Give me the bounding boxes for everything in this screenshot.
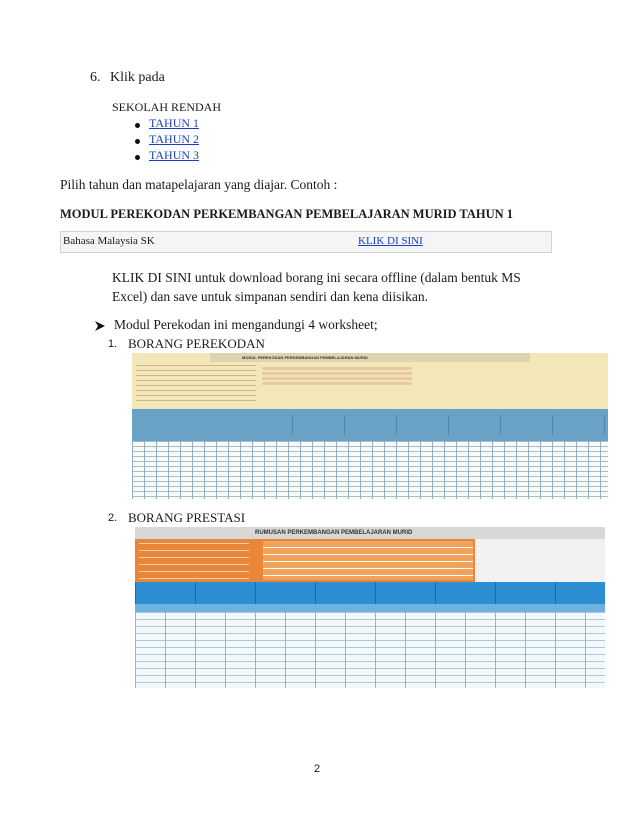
instruction-text: Pilih tahun dan matapelajaran yang diajar. Contoh : — [60, 177, 338, 192]
borang-perekodan-screenshot — [132, 353, 608, 499]
link-tahun-3[interactable]: TAHUN 3 — [149, 148, 200, 162]
school-heading: SEKOLAH RENDAH — [112, 100, 221, 114]
sheet-title: MODUL PEREKODAN PERKEMBANGAN PEMBELAJARAN MURID — [242, 355, 368, 360]
download-note-line-2: Excel) dan save untuk simpanan sendiri dan kena diisikan. — [112, 289, 429, 304]
worksheets-intro: Modul Perekodan ini mengandungi 4 worksheet; — [114, 317, 378, 332]
sheet-title: RUMUSAN PERKEMBANGAN PEMBELAJARAN MURID — [255, 530, 413, 536]
sheet-form-labels — [139, 543, 249, 579]
sheet-info-field — [262, 367, 412, 387]
example-table — [60, 231, 552, 253]
subject-cell: Bahasa Malaysia SK — [63, 235, 155, 247]
worksheet-2-label: BORANG PRESTASI — [128, 510, 246, 525]
module-title: MODUL PEREKODAN PERKEMBANGAN PEMBELAJARAN MURID TAHUN 1 — [60, 207, 514, 221]
step-label: Klik pada — [110, 70, 165, 85]
worksheet-2-number: 2. — [108, 512, 118, 524]
borang-prestasi-screenshot — [135, 527, 605, 688]
bullet-icon — [135, 139, 140, 144]
link-tahun-1[interactable]: TAHUN 1 — [149, 116, 200, 130]
sheet-header-cols — [292, 415, 608, 435]
sheet-subheader — [135, 604, 605, 612]
step-number: 6. — [90, 70, 101, 85]
bullet-icon — [135, 123, 140, 128]
sheet-rows — [135, 612, 605, 688]
klik-di-sini-link[interactable]: KLIK DI SINI — [358, 235, 423, 247]
page-number: 2 — [314, 763, 321, 775]
worksheet-1-label: BORANG PEREKODAN — [128, 336, 265, 351]
arrow-bullet-icon — [94, 320, 106, 332]
download-note-line-1: KLIK DI SINI untuk download borang ini secara offline (dalam bentuk MS — [112, 270, 521, 285]
worksheet-1-number: 1. — [108, 338, 118, 350]
sheet-form-fields — [263, 541, 473, 580]
sheet-header-cols — [135, 582, 605, 604]
link-tahun-2[interactable]: TAHUN 2 — [149, 132, 200, 146]
bullet-icon — [135, 155, 140, 160]
sheet-grid — [132, 441, 608, 499]
sheet-info-lines — [136, 365, 256, 401]
